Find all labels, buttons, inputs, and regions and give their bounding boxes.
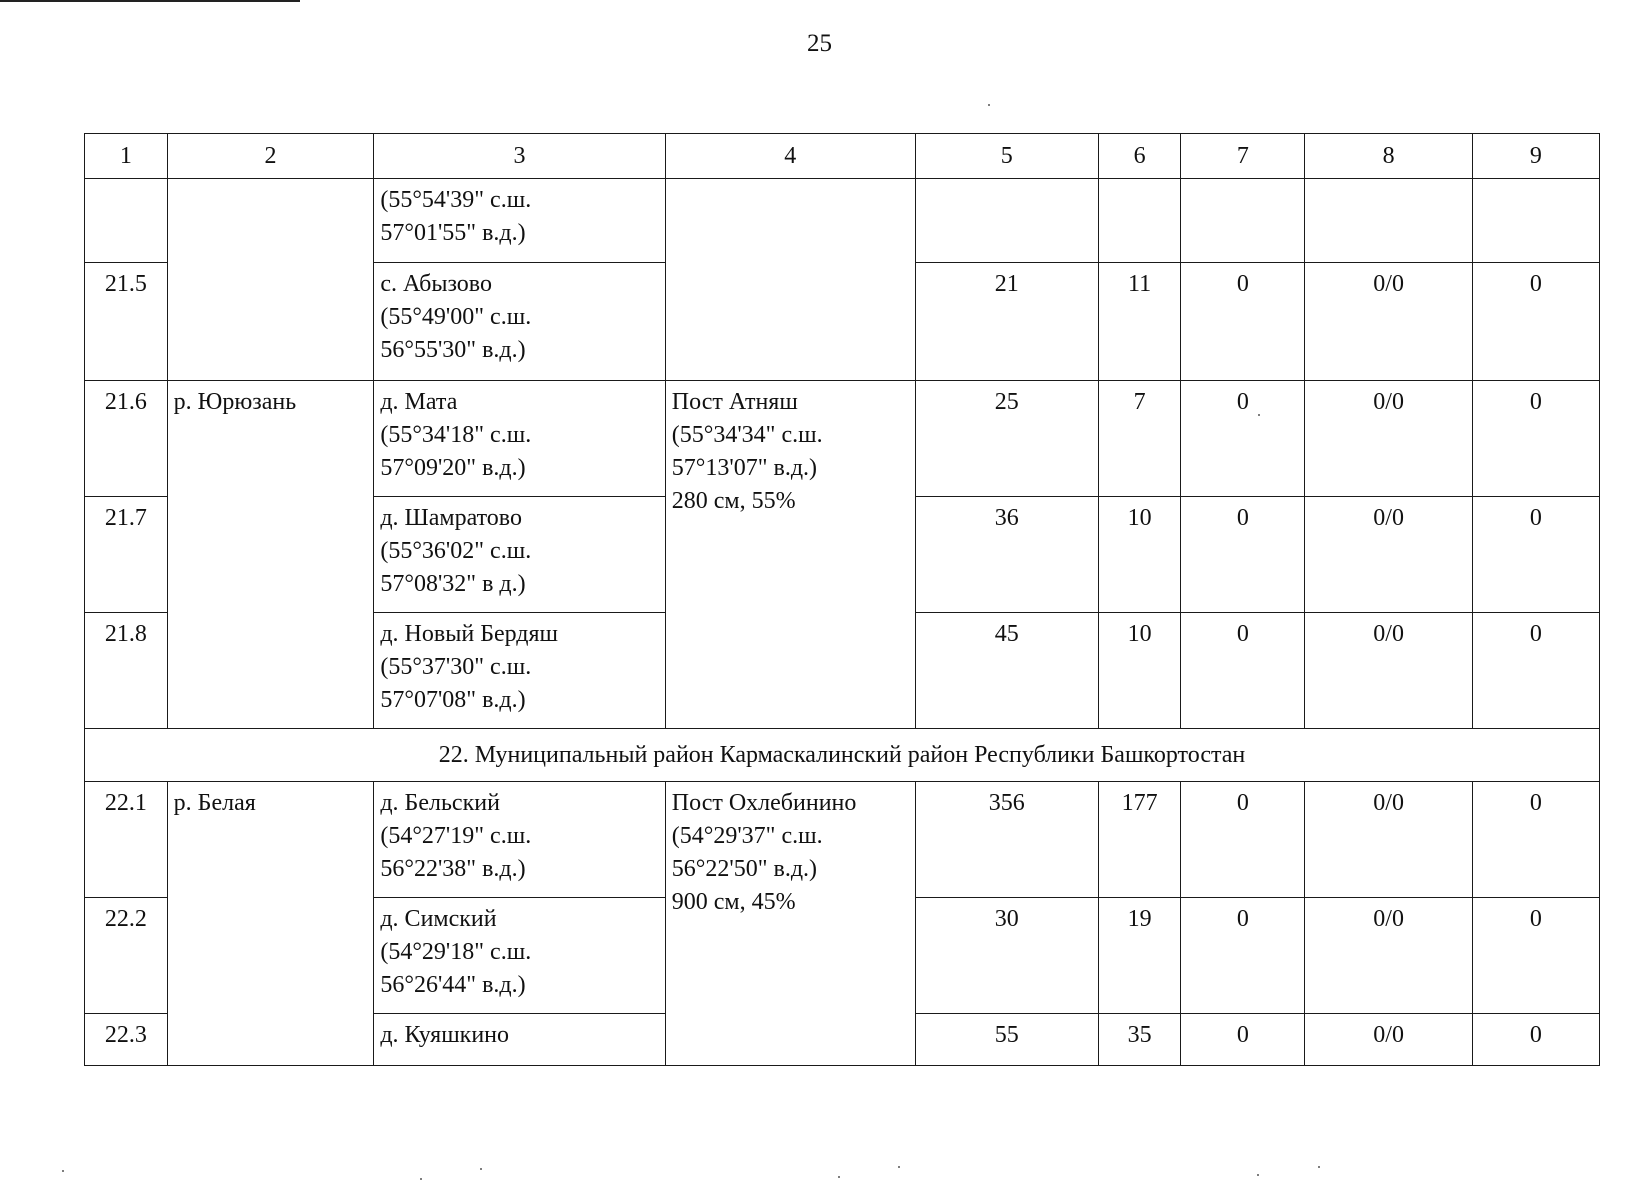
value-cell-7: 0 (1181, 381, 1305, 497)
value-cell-5: 45 (915, 613, 1098, 729)
section-row (85, 729, 1600, 782)
value-cell-7: 0 (1181, 497, 1305, 613)
header-cell-8: 8 (1305, 134, 1472, 179)
post-cell (665, 381, 915, 729)
value-cell-7: 0 (1181, 263, 1305, 381)
value-cell-8: 0/0 (1305, 1014, 1472, 1066)
value-cell-9: 0 (1472, 782, 1599, 898)
value-cell-7: 0 (1181, 898, 1305, 1014)
value-cell-9: 0 (1472, 613, 1599, 729)
row-id (85, 179, 168, 263)
row-id: 21.7 (85, 497, 168, 613)
place-line: (55°36'02" с.ш. (380, 538, 532, 564)
value-cell-5: 21 (915, 263, 1098, 381)
scan-speck (62, 1170, 64, 1172)
value-cell-8: 0/0 (1305, 497, 1472, 613)
row-id: 21.6 (85, 381, 168, 497)
scan-speck (898, 1166, 900, 1168)
value-cell-8 (1305, 179, 1472, 263)
value-cell-6: 177 (1098, 782, 1181, 898)
row-id: 21.5 (85, 263, 168, 381)
value-cell-7: 0 (1181, 613, 1305, 729)
post-line: (55°34'34" с.ш. (671, 422, 823, 448)
value-cell-6: 35 (1098, 1014, 1181, 1066)
top-rule (0, 0, 300, 2)
place-line: с. Абызово (380, 271, 492, 297)
place-line: (55°34'18" с.ш. (380, 422, 532, 448)
place-line: (54°27'19" с.ш. (380, 823, 532, 849)
place-line: 56°26'44" в.д.) (380, 972, 526, 998)
scan-speck (838, 1176, 840, 1178)
place-cell (374, 381, 665, 497)
value-cell-9: 0 (1472, 497, 1599, 613)
header-cell-1: 1 (85, 134, 168, 179)
scan-speck (1318, 1166, 1320, 1168)
value-cell-9: 0 (1472, 898, 1599, 1014)
place-line: (55°37'30" с.ш. (380, 654, 532, 680)
scan-speck (988, 104, 990, 106)
value-cell-9: 0 (1472, 263, 1599, 381)
value-cell-9 (1472, 179, 1599, 263)
place-line: д. Симский (380, 906, 497, 932)
place-line: 57°07'08" в.д.) (380, 687, 526, 713)
place-cell (374, 898, 665, 1014)
place-cell (374, 497, 665, 613)
table-header-row (85, 134, 1600, 179)
place-line: д. Бельский (380, 790, 500, 816)
page-number: 25 (807, 30, 832, 57)
header-cell-2: 2 (167, 134, 374, 179)
river-cell: р. Юрюзань (167, 381, 374, 729)
value-cell-7: 0 (1181, 782, 1305, 898)
post-line: 56°22'50" в.д.) (671, 856, 818, 882)
value-cell-9: 0 (1472, 1014, 1599, 1066)
header-cell-9: 9 (1472, 134, 1599, 179)
post-line: 57°13'07" в.д.) (671, 455, 818, 481)
post-cell-empty (665, 179, 915, 381)
value-cell-8: 0/0 (1305, 381, 1472, 497)
value-cell-8: 0/0 (1305, 898, 1472, 1014)
place-line: (55°49'00" с.ш. (380, 304, 532, 330)
value-cell-5 (915, 179, 1098, 263)
river-cell-empty (167, 179, 374, 381)
place-cell (374, 263, 665, 381)
post-line: Пост Охлебинино (671, 790, 857, 816)
place-line: 56°22'38" в.д.) (380, 856, 526, 882)
header-cell-6: 6 (1098, 134, 1181, 179)
value-cell-6: 7 (1098, 381, 1181, 497)
place-cell (374, 1014, 665, 1066)
post-line: 900 см, 45% (671, 889, 796, 915)
value-cell-5: 30 (915, 898, 1098, 1014)
value-cell-6: 19 (1098, 898, 1181, 1014)
scan-speck (420, 1178, 422, 1180)
place-line: д. Мата (380, 389, 458, 415)
row-id: 21.8 (85, 613, 168, 729)
value-cell-6: 11 (1098, 263, 1181, 381)
data-table (84, 133, 1600, 1066)
scan-speck (1257, 1174, 1259, 1176)
place-cell (374, 782, 665, 898)
row-id: 22.1 (85, 782, 168, 898)
place-line: 57°01'55" в.д.) (380, 220, 526, 246)
header-cell-7: 7 (1181, 134, 1305, 179)
value-cell-9: 0 (1472, 381, 1599, 497)
scan-speck (1258, 414, 1260, 416)
place-line: д. Шамратово (380, 505, 522, 531)
row-id: 22.2 (85, 898, 168, 1014)
scan-speck (480, 1168, 482, 1170)
post-line: (54°29'37" с.ш. (671, 823, 823, 849)
header-cell-3: 3 (374, 134, 665, 179)
post-cell (665, 782, 915, 1066)
table-row (85, 179, 1600, 263)
place-line: д. Куяшкино (380, 1022, 510, 1048)
value-cell-8: 0/0 (1305, 263, 1472, 381)
header-cell-4: 4 (665, 134, 915, 179)
post-line: Пост Атняш (671, 389, 798, 415)
value-cell-5: 356 (915, 782, 1098, 898)
value-cell-8: 0/0 (1305, 782, 1472, 898)
place-line: д. Новый Бердяш (380, 621, 559, 647)
value-cell-6: 10 (1098, 613, 1181, 729)
value-cell-8: 0/0 (1305, 613, 1472, 729)
post-line: 280 см, 55% (671, 488, 796, 514)
river-cell: р. Белая (167, 782, 374, 1066)
value-cell-6: 10 (1098, 497, 1181, 613)
place-line: 57°08'32" в д.) (380, 571, 526, 597)
row-id: 22.3 (85, 1014, 168, 1066)
place-cell (374, 613, 665, 729)
value-cell-7: 0 (1181, 1014, 1305, 1066)
table-row (85, 782, 1600, 898)
table-row (85, 381, 1600, 497)
value-cell-7 (1181, 179, 1305, 263)
header-cell-5: 5 (915, 134, 1098, 179)
value-cell-6 (1098, 179, 1181, 263)
value-cell-5: 55 (915, 1014, 1098, 1066)
value-cell-5: 36 (915, 497, 1098, 613)
place-line: 56°55'30" в.д.) (380, 337, 526, 363)
value-cell-5: 25 (915, 381, 1098, 497)
section-title: 22. Муниципальный район Кармаскалинский район Республики Башкортостан (85, 729, 1600, 782)
place-line: (55°54'39" с.ш. (380, 187, 532, 213)
place-line: 57°09'20" в.д.) (380, 455, 526, 481)
place-line: (54°29'18" с.ш. (380, 939, 532, 965)
place-cell (374, 179, 665, 263)
